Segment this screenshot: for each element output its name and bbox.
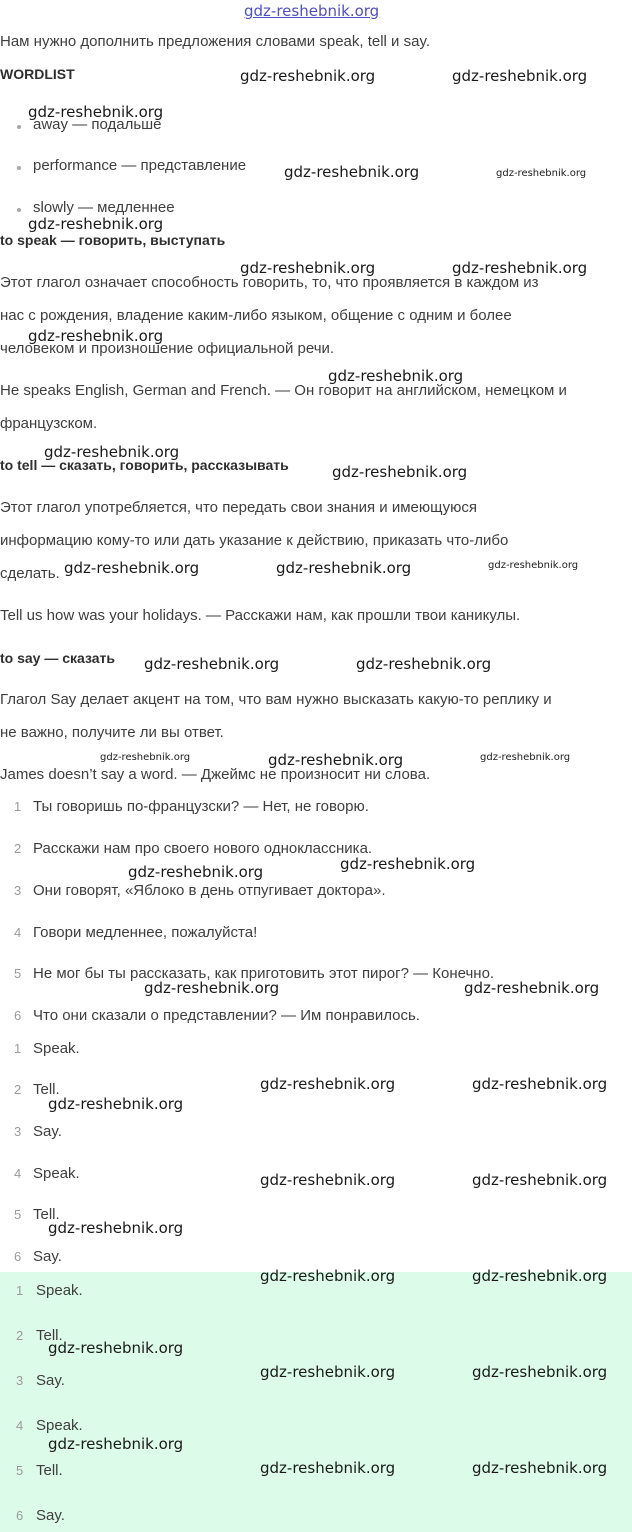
answer-number: 4 xyxy=(14,1166,22,1181)
speak-text-line: нас с рождения, владение каким-либо языком, общение с одним и более xyxy=(0,307,512,324)
sentence-text: Не мог бы ты рассказать, как приготовить этот пирог? — Конечно. xyxy=(33,965,495,982)
answer-text: Say. xyxy=(36,1507,65,1524)
watermark: gdz-reshebnik.org xyxy=(472,1363,608,1381)
watermark: gdz-reshebnik.org xyxy=(452,259,588,277)
watermark: gdz-reshebnik.org xyxy=(260,1171,396,1189)
watermark: gdz-reshebnik.org xyxy=(284,163,420,181)
wordlist-item: performance — представление xyxy=(33,157,247,174)
answer-text: Speak. xyxy=(36,1417,83,1434)
answer-text: Speak. xyxy=(36,1282,83,1299)
intro-text: Нам нужно дополнить предложения словами speak, tell и say. xyxy=(0,33,430,50)
answer-text: Speak. xyxy=(33,1040,80,1057)
watermark: gdz-reshebnik.org xyxy=(260,1459,396,1477)
watermark: gdz-reshebnik.org xyxy=(356,655,492,673)
say-heading: to say — сказать xyxy=(0,650,116,666)
watermark: gdz-reshebnik.org xyxy=(240,259,376,277)
tell-text-line: информацию кому-то или дать указание к действию, приказать что-либо xyxy=(0,532,509,549)
speak-heading: to speak — говорить, выступать xyxy=(0,232,226,248)
speak-text-line: Этот глагол означает способность говорить, то, что проявляется в каждом из xyxy=(0,274,539,291)
sentence-number: 4 xyxy=(14,925,22,940)
watermark: gdz-reshebnik.org xyxy=(44,443,180,461)
watermark: gdz-reshebnik.org xyxy=(472,1075,608,1093)
watermark: gdz-reshebnik.org xyxy=(144,979,280,997)
watermark: gdz-reshebnik.org xyxy=(48,1095,184,1113)
answer-number: 2 xyxy=(14,1082,22,1097)
answer-number: 4 xyxy=(16,1418,24,1433)
answer-text: Tell. xyxy=(36,1462,63,1479)
watermark: gdz-reshebnik.org xyxy=(28,215,164,233)
watermark: gdz-reshebnik.org xyxy=(472,1459,608,1477)
watermark: gdz-reshebnik.org xyxy=(144,655,280,673)
watermark: gdz-reshebnik.org xyxy=(260,1363,396,1381)
speak-text-line: человеком и произношение официальной речи. xyxy=(0,340,335,357)
speak-example-line: He speaks English, German and French. — Он говорит на английском, немецком и xyxy=(0,382,567,399)
watermark: gdz-reshebnik.org xyxy=(496,168,587,179)
sentence-number: 3 xyxy=(14,883,22,898)
watermark: gdz-reshebnik.org xyxy=(28,327,164,345)
sentence-text: Расскажи нам про своего нового одноклассника. xyxy=(33,840,373,857)
watermark: gdz-reshebnik.org xyxy=(100,752,191,763)
sentence-number: 1 xyxy=(14,799,22,814)
watermark: gdz-reshebnik.org xyxy=(276,559,412,577)
answer-text: Tell. xyxy=(33,1206,60,1223)
watermark: gdz-reshebnik.org xyxy=(64,559,200,577)
sentence-text: Говори медленнее, пожалуйста! xyxy=(33,924,258,941)
say-example: James doesn’t say a word. — Джеймс не произносит ни слова. xyxy=(0,766,431,783)
watermark: gdz-reshebnik.org xyxy=(328,367,464,385)
watermark: gdz-reshebnik.org xyxy=(28,103,164,121)
wordlist-item: away — подальше xyxy=(33,116,162,133)
tell-text-line: Этот глагол употребляется, что передать свои знания и имеющуюся xyxy=(0,499,477,516)
answer-number: 5 xyxy=(14,1207,22,1222)
watermark: gdz-reshebnik.org xyxy=(268,751,404,769)
watermark: gdz-reshebnik.org xyxy=(464,979,600,997)
watermark: gdz-reshebnik.org xyxy=(240,67,376,85)
wordlist-item: slowly — медленнее xyxy=(33,199,175,216)
watermark: gdz-reshebnik.org xyxy=(128,863,264,881)
answer-number: 1 xyxy=(14,1041,22,1056)
answer-text: Speak. xyxy=(33,1165,80,1182)
watermark: gdz-reshebnik.org xyxy=(48,1339,184,1357)
watermark: gdz-reshebnik.org xyxy=(472,1171,608,1189)
sentence-text: Ты говоришь по-французски? — Нет, не говорю. xyxy=(33,798,369,815)
answer-number: 6 xyxy=(16,1508,24,1523)
answer-number: 5 xyxy=(16,1463,24,1478)
sentence-text: Они говорят, «Яблоко в день отпугивает доктора». xyxy=(33,882,386,899)
watermark: gdz-reshebnik.org xyxy=(488,560,579,571)
answer-text: Tell. xyxy=(36,1327,63,1344)
sentence-number: 6 xyxy=(14,1008,22,1023)
sentence-text: Что они сказали о представлении? — Им понравилось. xyxy=(33,1007,420,1024)
wordlist-title: WORDLIST xyxy=(0,66,75,82)
tell-example: Tell us how was your holidays. — Расскажи нам, как прошли твои каникулы. xyxy=(0,607,521,624)
watermark: gdz-reshebnik.org xyxy=(472,1267,608,1285)
speak-example-line: французском. xyxy=(0,415,98,432)
watermark: gdz-reshebnik.org xyxy=(260,1075,396,1093)
watermark: gdz-reshebnik.org xyxy=(332,463,468,481)
answer-number: 1 xyxy=(16,1283,24,1298)
sentence-number: 2 xyxy=(14,841,22,856)
sentence-number: 5 xyxy=(14,966,22,981)
say-text-line: не важно, получите ли вы ответ. xyxy=(0,724,224,741)
watermark: gdz-reshebnik.org xyxy=(452,67,588,85)
answer-number: 6 xyxy=(14,1249,22,1264)
site-link[interactable]: gdz-reshebnik.org xyxy=(244,2,380,20)
answer-text: Say. xyxy=(33,1248,62,1265)
answer-number: 3 xyxy=(16,1373,24,1388)
answer-text: Tell. xyxy=(33,1081,60,1098)
bullet-dot xyxy=(17,166,21,170)
bullet-dot xyxy=(17,125,21,129)
watermark: gdz-reshebnik.org xyxy=(260,1267,396,1285)
watermark: gdz-reshebnik.org xyxy=(340,855,476,873)
bullet-dot xyxy=(17,208,21,212)
watermark: gdz-reshebnik.org xyxy=(480,752,571,763)
answer-text: Say. xyxy=(36,1372,65,1389)
tell-heading: to tell — сказать, говорить, рассказывать xyxy=(0,457,289,473)
watermark: gdz-reshebnik.org xyxy=(48,1435,184,1453)
watermark: gdz-reshebnik.org xyxy=(48,1219,184,1237)
answer-number: 2 xyxy=(16,1328,24,1343)
tell-text-line: сделать. xyxy=(0,565,60,582)
say-text-line: Глагол Say делает акцент на том, что вам нужно высказать какую-то реплику и xyxy=(0,691,552,708)
answer-highlight-block xyxy=(0,1272,632,1532)
answer-number: 3 xyxy=(14,1124,22,1139)
answer-text: Say. xyxy=(33,1123,62,1140)
